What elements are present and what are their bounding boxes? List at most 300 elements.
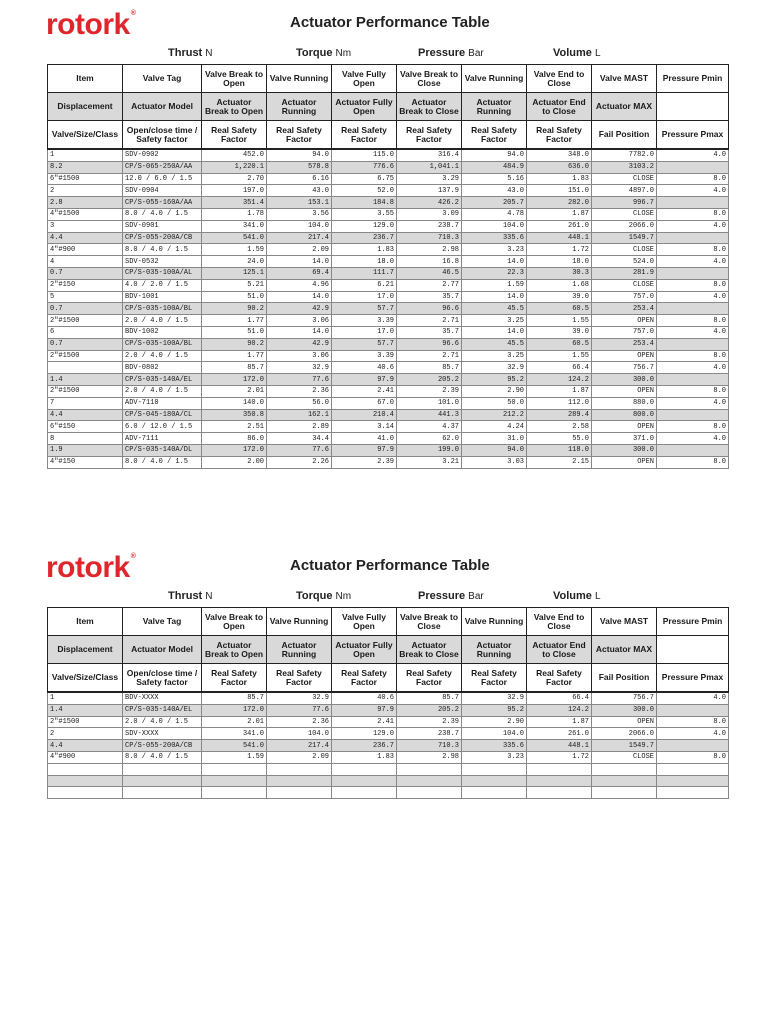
table-cell: 2.41 [332,385,397,397]
table-cell: 124.2 [527,374,592,386]
header-cell: Actuator Running [462,636,527,664]
table-row [48,232,729,244]
table-cell: 94.0 [462,444,527,456]
table-cell [527,775,592,787]
table-cell: 8.0 [657,751,729,763]
table-cell: 217.4 [267,232,332,244]
table-cell: 34.4 [267,433,332,445]
table-cell: 3.21 [397,456,462,468]
table-cell: 2.41 [332,716,397,728]
table-cell [462,787,527,799]
table-cell: 39.0 [527,326,592,338]
table-cell: CP/S-035-100A/AL [123,267,202,279]
table-cell [657,409,729,421]
table-cell: 6 [48,326,123,338]
header-cell: Fail Position [592,121,657,150]
table-cell: 3.14 [332,421,397,433]
header-cell: Actuator Running [267,636,332,664]
table-row [48,326,729,338]
table-cell [267,775,332,787]
table-cell: 2.39 [332,456,397,468]
table-cell: 90.2 [202,338,267,350]
table-cell: 85.7 [202,692,267,704]
table-cell: 541.0 [202,740,267,752]
table-cell: 104.0 [267,728,332,740]
table-cell: 8.0 [657,385,729,397]
table-cell [48,362,123,374]
table-cell: 85.7 [397,362,462,374]
table-cell: 2.26 [267,456,332,468]
header-cell: Valve Break to Close [397,608,462,636]
table-cell: 1.68 [527,279,592,291]
table-cell: 8.2 [48,161,123,173]
table-cell: 6.21 [332,279,397,291]
table-cell: 2.36 [267,716,332,728]
table-cell: 1549.7 [592,740,657,752]
table-cell: 4"#1500 [48,208,123,220]
header-cell: Real Safety Factor [267,664,332,693]
table-cell [462,763,527,775]
unit-volume: Volume L [553,47,601,59]
table-cell: 56.0 [267,397,332,409]
table-cell: 757.0 [592,326,657,338]
table-cell: SDV-XXXX [123,728,202,740]
table-cell [657,704,729,716]
header-cell: Real Safety Factor [202,121,267,150]
table-cell [397,763,462,775]
table-cell: 1.72 [527,751,592,763]
table-cell [657,232,729,244]
header-cell: Valve End to Close [527,65,592,93]
table-cell: 43.0 [462,185,527,197]
table-cell: 426.2 [397,197,462,209]
header-cell [657,93,729,121]
header-cell: Valve Tag [123,608,202,636]
table-cell: 341.0 [202,728,267,740]
table-cell: 104.0 [462,728,527,740]
header-cell: Actuator Running [462,93,527,121]
table-cell [657,775,729,787]
table-cell: 880.0 [592,397,657,409]
table-cell: 0.7 [48,338,123,350]
table-cell: 541.0 [202,232,267,244]
table-cell: 3.09 [397,208,462,220]
table-cell: 4.0 [657,728,729,740]
table-cell: 1.83 [332,751,397,763]
table-cell: 22.3 [462,267,527,279]
table-cell: 3.29 [397,173,462,185]
table-cell: 77.6 [267,704,332,716]
table-cell: 1.55 [527,350,592,362]
table-cell: 57.7 [332,338,397,350]
header-cell: Real Safety Factor [527,121,592,150]
table-cell [657,444,729,456]
table-cell: 3.55 [332,208,397,220]
performance-table-2 [47,607,729,799]
table-cell: 205.2 [397,374,462,386]
table-cell: 16.8 [397,256,462,268]
table-cell: 4.0 [657,291,729,303]
table-cell: 238.7 [397,728,462,740]
table-cell: 66.4 [527,362,592,374]
table-cell: 4 [48,256,123,268]
table-row [48,208,729,220]
header-cell: Displacement [48,93,123,121]
table-cell: 172.0 [202,374,267,386]
unit-volume: Volume L [553,590,601,602]
table-cell: 140.0 [202,397,267,409]
header-cell: Pressure Pmax [657,121,729,150]
table-cell: 2.01 [202,385,267,397]
table-cell: 46.5 [397,267,462,279]
header-cell: Valve Running [462,608,527,636]
table-cell: 776.6 [332,161,397,173]
header-cell: Valve End to Close [527,608,592,636]
table-cell: 51.0 [202,291,267,303]
table-row [48,279,729,291]
table-cell: 1.83 [527,173,592,185]
header-cell: Real Safety Factor [462,664,527,693]
table-cell: 77.6 [267,444,332,456]
table-cell: 4.78 [462,208,527,220]
table-cell: 2.0 / 4.0 / 1.5 [123,385,202,397]
table-cell: SDV-0532 [123,256,202,268]
table-row [48,728,729,740]
unit-torque: Torque Nm [296,47,352,59]
header-cell: Actuator End to Close [527,93,592,121]
table-cell: 6"#1500 [48,173,123,185]
table-cell: 96.6 [397,303,462,315]
table-cell: 4.0 [657,256,729,268]
table-cell: 2.36 [267,385,332,397]
table-cell: 8.0 [657,279,729,291]
table-cell [657,161,729,173]
table-cell: 96.6 [397,338,462,350]
table-cell: 2.51 [202,421,267,433]
table-cell: 757.0 [592,291,657,303]
table-row [48,421,729,433]
header-cell: Open/close time / Safety factor [123,121,202,150]
table-cell: 1.55 [527,315,592,327]
table-cell: 42.9 [267,338,332,350]
table-cell [592,787,657,799]
table-cell: 24.0 [202,256,267,268]
table-cell [123,775,202,787]
table-cell: 2.0 / 4.0 / 1.5 [123,315,202,327]
table-cell: 448.1 [527,740,592,752]
table-cell: 62.0 [397,433,462,445]
header-cell: Actuator Model [123,636,202,664]
table-cell: 4.96 [267,279,332,291]
table-cell: 45.5 [462,338,527,350]
table-cell: CP/S-035-100A/BL [123,303,202,315]
table-cell: 3.23 [462,244,527,256]
table-cell [657,787,729,799]
table-cell: 350.8 [202,409,267,421]
table-cell: 6.75 [332,173,397,185]
table-cell: 35.7 [397,291,462,303]
table-cell: 484.9 [462,161,527,173]
table-cell: 4.0 [657,149,729,161]
table-row [48,374,729,386]
table-cell: OPEN [592,315,657,327]
table-row [48,704,729,716]
header-cell [657,636,729,664]
header-cell: Displacement [48,636,123,664]
table-cell: 4.24 [462,421,527,433]
table-row [48,444,729,456]
table-cell: 14.0 [462,291,527,303]
table-cell: 32.9 [267,692,332,704]
table-cell: 94.0 [462,149,527,161]
table-cell: BDV-0802 [123,362,202,374]
table-cell: 4.0 / 2.0 / 1.5 [123,279,202,291]
table-cell: 85.7 [202,362,267,374]
table-cell: 8.0 [657,208,729,220]
table-cell [123,763,202,775]
table-cell: 17.0 [332,326,397,338]
table-cell: 996.7 [592,197,657,209]
table-cell: 210.4 [332,409,397,421]
table-cell [657,374,729,386]
table-cell: 97.9 [332,374,397,386]
table-cell: 184.8 [332,197,397,209]
table-cell: 4.0 [657,433,729,445]
table-row [48,385,729,397]
table-cell: 2.77 [397,279,462,291]
table-cell: CLOSE [592,751,657,763]
header-row [48,93,729,121]
table-cell: 351.4 [202,197,267,209]
table-1-body [48,65,729,469]
table-cell: 2.58 [527,421,592,433]
table-cell: CP/S-055-160A/AA [123,197,202,209]
table-row [48,244,729,256]
header-cell: Valve Running [462,65,527,93]
table-cell: 4.0 [657,397,729,409]
table-cell: 2.09 [267,244,332,256]
table-cell: 4.4 [48,409,123,421]
table-cell: 86.0 [202,433,267,445]
table-cell: 238.7 [397,220,462,232]
table-cell: 30.3 [527,267,592,279]
header-row [48,65,729,93]
table-cell: BDV-1002 [123,326,202,338]
header-cell: Real Safety Factor [332,121,397,150]
table-2-body [48,608,729,799]
header-cell: Real Safety Factor [332,664,397,693]
table-row [48,692,729,704]
table-cell: 1.59 [202,244,267,256]
table-cell: OPEN [592,716,657,728]
table-cell: 1 [48,692,123,704]
table-cell: 1.4 [48,704,123,716]
table-cell: 12.0 / 6.0 / 1.5 [123,173,202,185]
table-cell: 104.0 [267,220,332,232]
table-cell: 129.0 [332,220,397,232]
table-cell: 172.0 [202,444,267,456]
table-cell: 4897.0 [592,185,657,197]
table-cell: 2.15 [527,456,592,468]
header-cell: Open/close time / Safety factor [123,664,202,693]
table-cell [657,303,729,315]
table-cell: 1.72 [527,244,592,256]
header-cell: Actuator Model [123,93,202,121]
table-cell: 253.4 [592,303,657,315]
table-cell: 4.0 [657,220,729,232]
table-cell: 52.0 [332,185,397,197]
table-cell: 51.0 [202,326,267,338]
table-cell: 90.2 [202,303,267,315]
table-cell: 448.1 [527,232,592,244]
header-cell: Actuator MAX [592,93,657,121]
table-row [48,751,729,763]
table-cell: 289.4 [527,409,592,421]
table-cell: 2"#1500 [48,315,123,327]
table-cell: 111.7 [332,267,397,279]
header-cell: Actuator Fully Open [332,93,397,121]
table-cell [332,787,397,799]
table-cell: 756.7 [592,692,657,704]
table-cell: 4.0 [657,692,729,704]
table-row [48,350,729,362]
table-cell [397,775,462,787]
table-cell: 32.9 [462,692,527,704]
table-cell: 578.8 [267,161,332,173]
table-cell: 67.0 [332,397,397,409]
table-cell: 217.4 [267,740,332,752]
table-cell: 335.6 [462,740,527,752]
table-cell: OPEN [592,456,657,468]
table-cell: 14.0 [267,326,332,338]
header-cell: Valve Fully Open [332,65,397,93]
table-cell [202,763,267,775]
table-row [48,161,729,173]
table-cell: 261.0 [527,220,592,232]
table-cell: 0.7 [48,267,123,279]
table-cell: SDV-0901 [123,220,202,232]
table-cell: 77.6 [267,374,332,386]
header-cell: Valve Break to Open [202,65,267,93]
table-cell: 300.0 [592,374,657,386]
header-cell: Real Safety Factor [527,664,592,693]
table-cell: 8.0 [657,456,729,468]
table-cell: 101.0 [397,397,462,409]
table-cell: 66.4 [527,692,592,704]
table-cell: 197.0 [202,185,267,197]
table-cell [462,775,527,787]
table-cell: 8.0 / 4.0 / 1.5 [123,208,202,220]
table-cell: 2.01 [202,716,267,728]
table-cell: BDV-XXXX [123,692,202,704]
table-cell: 95.2 [462,374,527,386]
table-cell: 6.16 [267,173,332,185]
table-cell: 4"#900 [48,244,123,256]
table-row [48,338,729,350]
table-cell: CP/S-035-140A/EL [123,704,202,716]
table-cell: 40.6 [332,692,397,704]
unit-thrust: Thrust N [168,47,213,59]
table-cell: 2"#150 [48,279,123,291]
table-cell: 2.89 [267,421,332,433]
table-cell: 39.0 [527,291,592,303]
table-cell: 7782.0 [592,149,657,161]
table-cell: CLOSE [592,208,657,220]
table-row [48,456,729,468]
table-cell: 2.90 [462,385,527,397]
table-cell: 3.56 [267,208,332,220]
table-cell: 2.0 / 4.0 / 1.5 [123,716,202,728]
table-cell [48,763,123,775]
header-cell: Item [48,608,123,636]
table-cell: 104.0 [462,220,527,232]
table-cell: CLOSE [592,279,657,291]
table-cell: 1,041.1 [397,161,462,173]
table-cell: 85.7 [397,692,462,704]
page-title: Actuator Performance Table [290,14,490,31]
table-cell: 199.0 [397,444,462,456]
table-cell: 8.0 [657,716,729,728]
table-cell: 2.39 [397,716,462,728]
table-cell: 60.5 [527,303,592,315]
table-cell: 5.16 [462,173,527,185]
performance-table-1 [47,64,729,469]
table-cell: 18.0 [527,256,592,268]
table-cell: 1 [48,149,123,161]
table-cell: 97.9 [332,444,397,456]
table-cell: 371.0 [592,433,657,445]
table-cell: 1.9 [48,444,123,456]
table-cell: 441.3 [397,409,462,421]
table-cell: 2.09 [267,751,332,763]
table-cell: 1,220.1 [202,161,267,173]
header-cell: Fail Position [592,664,657,693]
rotork-logo: rotork® [46,8,136,41]
table-cell: 151.0 [527,185,592,197]
header-cell: Item [48,65,123,93]
table-cell [123,787,202,799]
table-cell: 4.0 [657,326,729,338]
table-cell: 94.0 [267,149,332,161]
header-cell: Actuator Fully Open [332,636,397,664]
table-cell: 118.0 [527,444,592,456]
header-cell: Pressure Pmin [657,608,729,636]
table-cell: 6.0 / 12.0 / 1.5 [123,421,202,433]
table-cell: BDV-1001 [123,291,202,303]
table-cell: 5.21 [202,279,267,291]
table-cell: 2.0 / 4.0 / 1.5 [123,350,202,362]
table-cell: 3.25 [462,350,527,362]
header-cell: Real Safety Factor [202,664,267,693]
table-cell: 1.87 [527,385,592,397]
table-cell [332,763,397,775]
table-row [48,315,729,327]
table-cell: 205.7 [462,197,527,209]
table-cell: 2.98 [397,244,462,256]
table-cell [592,775,657,787]
header-row [48,608,729,636]
table-cell: CP/S-035-140A/DL [123,444,202,456]
table-row [48,197,729,209]
header-cell: Real Safety Factor [397,664,462,693]
table-cell: 8.0 [657,350,729,362]
table-cell: 282.0 [527,197,592,209]
table-cell: 32.9 [267,362,332,374]
rotork-logo: rotork® [46,551,136,584]
table-cell: 5 [48,291,123,303]
table-cell [332,775,397,787]
table-cell: ADV-7110 [123,397,202,409]
